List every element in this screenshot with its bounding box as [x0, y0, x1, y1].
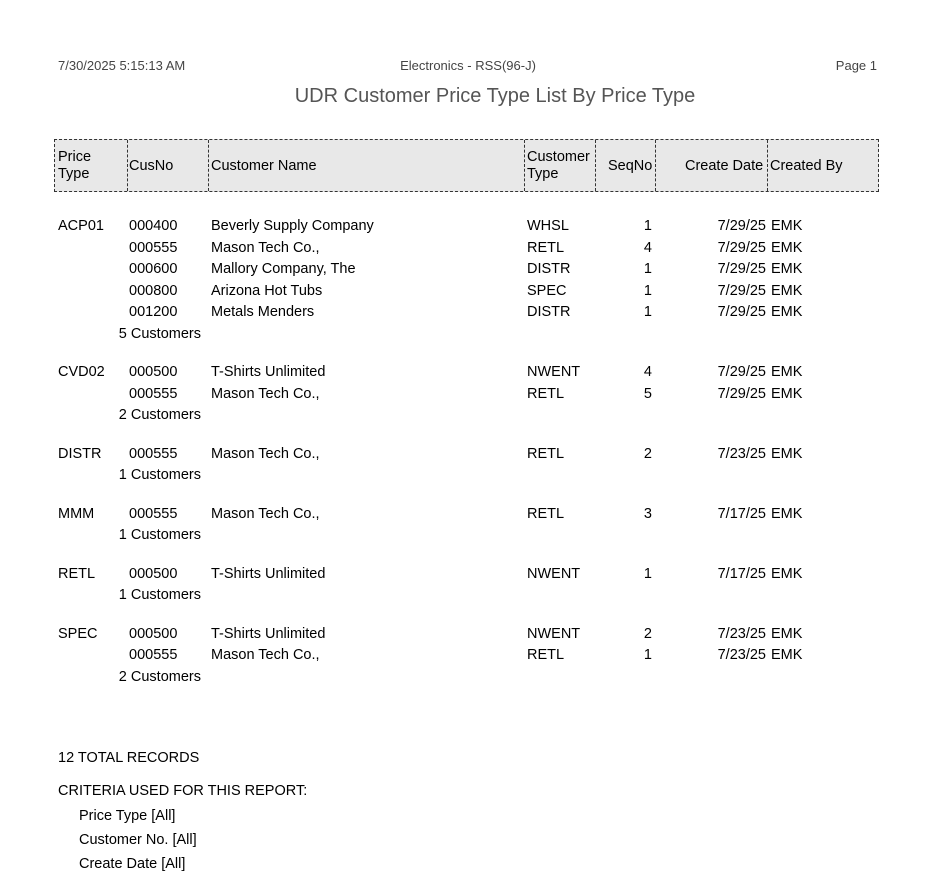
cell-create-date: 7/23/25 [717, 625, 766, 642]
cell-create-date: 7/29/25 [717, 261, 766, 277]
cell-customer-type: NWENT [527, 625, 581, 642]
cell-seqno: 5 [643, 385, 652, 402]
cell-created-by: EMK [771, 505, 803, 522]
group-customer-count: 5 Customers [118, 325, 201, 342]
price-type-group-label: MMM [58, 505, 95, 522]
criteria-price-type: Price Type [All] [79, 808, 176, 824]
cell-created-by: EMK [771, 445, 803, 462]
group-customer-count: 1 Customers [118, 467, 201, 483]
cell-customer-type: DISTR [527, 261, 571, 277]
column-divider [524, 140, 525, 191]
cell-create-date: 7/29/25 [717, 385, 766, 402]
cell-customer-type: NWENT [527, 364, 581, 380]
header-price-type-line1: Price [58, 149, 92, 165]
header-create-date: Create Date [685, 158, 764, 174]
cell-cusno: 000500 [129, 364, 178, 380]
cell-seqno: 4 [643, 364, 652, 380]
group-customer-count: 1 Customers [118, 527, 201, 543]
cell-customer-name: Mason Tech Co., [211, 239, 320, 256]
price-type-group-label: SPEC [58, 625, 98, 642]
cell-seqno: 1 [643, 647, 652, 663]
cell-created-by: EMK [771, 364, 803, 380]
report-datetime: 7/30/2025 5:15:13 AM [58, 58, 186, 73]
cell-customer-name: Beverly Supply Company [211, 218, 374, 234]
cell-create-date: 7/29/25 [717, 304, 766, 320]
cell-created-by: EMK [771, 647, 803, 663]
column-divider [127, 140, 128, 191]
cell-customer-type: SPEC [527, 282, 567, 299]
cell-created-by: EMK [771, 261, 803, 277]
column-divider [595, 140, 596, 191]
header-customer-type-line1: Customer [527, 149, 590, 165]
cell-customer-type: RETL [527, 505, 565, 522]
cell-customer-type: WHSL [527, 218, 569, 234]
criteria-create-date: Create Date [All] [79, 856, 186, 872]
cell-created-by: EMK [771, 282, 803, 299]
cell-create-date: 7/23/25 [717, 647, 766, 663]
column-divider [767, 140, 768, 191]
header-customer-type-line2: Type [527, 166, 559, 182]
group-customer-count: 2 Customers [118, 407, 201, 423]
criteria-heading: CRITERIA USED FOR THIS REPORT: [58, 783, 308, 799]
cell-created-by: EMK [771, 625, 803, 642]
cell-customer-name: Arizona Hot Tubs [211, 282, 323, 299]
cell-customer-name: T-Shirts Unlimited [211, 364, 326, 380]
cell-created-by: EMK [771, 239, 803, 256]
cell-create-date: 7/17/25 [717, 565, 766, 582]
report-title: UDR Customer Price Type List By Price Type [294, 85, 696, 107]
cell-customer-name: T-Shirts Unlimited [211, 565, 326, 582]
cell-seqno: 1 [643, 261, 652, 277]
column-header-bar [54, 139, 879, 192]
price-type-group-label: DISTR [58, 445, 102, 462]
cell-seqno: 2 [643, 445, 652, 462]
price-type-group-label: RETL [58, 565, 96, 582]
header-price-type [58, 149, 91, 183]
cell-seqno: 1 [643, 304, 652, 320]
cell-cusno: 000555 [129, 385, 178, 402]
header-customer-name: Customer Name [211, 158, 317, 174]
cell-cusno: 001200 [129, 304, 178, 320]
cell-seqno: 4 [643, 239, 652, 256]
header-price-type-line2: Type [58, 166, 90, 182]
cell-cusno: 000555 [129, 505, 178, 522]
cell-customer-type: RETL [527, 445, 565, 462]
cell-seqno: 1 [643, 282, 652, 299]
cell-customer-name: Mason Tech Co., [211, 445, 320, 462]
header-cusno: CusNo [129, 158, 174, 174]
cell-create-date: 7/29/25 [717, 364, 766, 380]
cell-cusno: 000800 [129, 282, 178, 299]
cell-create-date: 7/23/25 [717, 445, 766, 462]
cell-cusno: 000400 [129, 218, 178, 234]
criteria-customer-no: Customer No. [All] [79, 832, 197, 848]
cell-cusno: 000600 [129, 261, 178, 277]
cell-customer-type: NWENT [527, 565, 581, 582]
cell-cusno: 000555 [129, 647, 178, 663]
cell-created-by: EMK [771, 218, 803, 234]
cell-seqno: 1 [643, 218, 652, 234]
company-name: Electronics - RSS(96-J) [400, 58, 536, 73]
header-seqno: SeqNo [608, 158, 653, 174]
price-type-group-label: ACP01 [58, 218, 104, 234]
cell-cusno: 000500 [129, 625, 178, 642]
cell-customer-type: DISTR [527, 304, 571, 320]
group-customer-count: 1 Customers [118, 587, 201, 603]
total-records: 12 TOTAL RECORDS [58, 750, 200, 766]
cell-seqno: 2 [643, 625, 652, 642]
cell-cusno: 000555 [129, 239, 178, 256]
column-divider [208, 140, 209, 191]
cell-create-date: 7/29/25 [717, 239, 766, 256]
cell-cusno: 000500 [129, 565, 178, 582]
cell-customer-type: RETL [527, 385, 565, 402]
cell-created-by: EMK [771, 565, 803, 582]
cell-customer-name: Metals Menders [211, 304, 315, 320]
group-customer-count: 2 Customers [118, 668, 201, 685]
cell-seqno: 1 [643, 565, 652, 582]
cell-customer-type: RETL [527, 647, 565, 663]
column-divider [655, 140, 656, 191]
cell-seqno: 3 [643, 505, 652, 522]
cell-create-date: 7/17/25 [717, 505, 766, 522]
header-created-by: Created By [770, 158, 843, 174]
cell-created-by: EMK [771, 385, 803, 402]
cell-customer-name: T-Shirts Unlimited [211, 625, 326, 642]
cell-create-date: 7/29/25 [717, 282, 766, 299]
cell-customer-name: Mason Tech Co., [211, 385, 320, 402]
header-customer-type [527, 149, 590, 183]
cell-create-date: 7/29/25 [717, 218, 766, 234]
page-number: Page 1 [835, 58, 877, 73]
cell-customer-name: Mason Tech Co., [211, 647, 320, 663]
cell-created-by: EMK [771, 304, 803, 320]
cell-customer-name: Mallory Company, The [211, 261, 356, 277]
cell-customer-name: Mason Tech Co., [211, 505, 320, 522]
cell-cusno: 000555 [129, 445, 178, 462]
cell-customer-type: RETL [527, 239, 565, 256]
price-type-group-label: CVD02 [58, 364, 105, 380]
